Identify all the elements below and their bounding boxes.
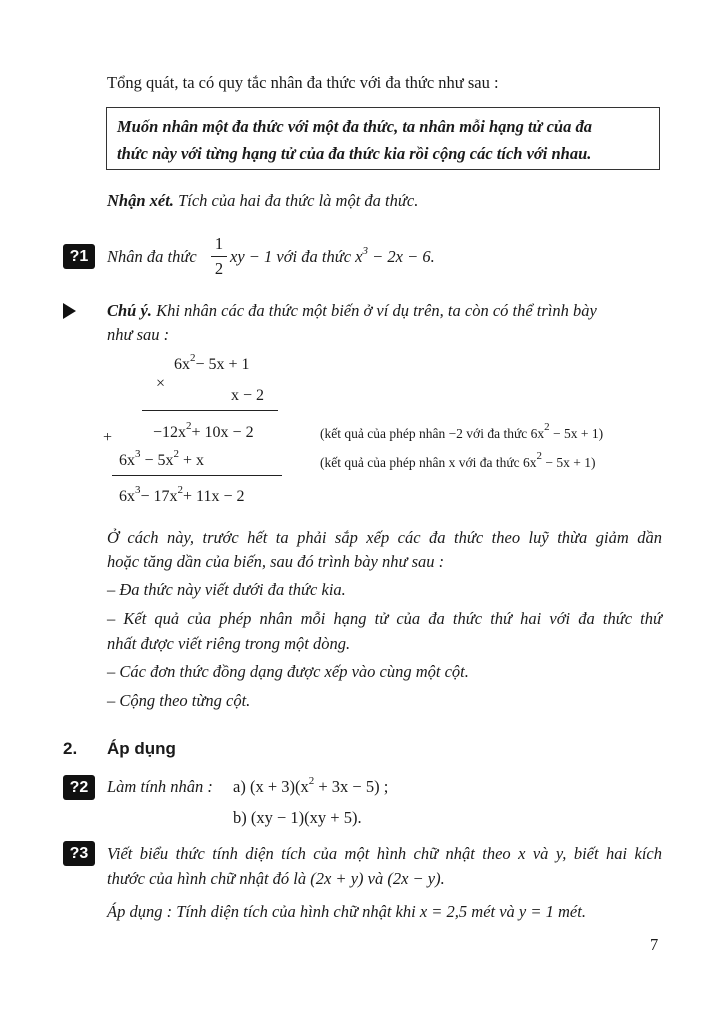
explain-line-1: Ở cách này, trước hết ta phải sắp xếp các đa thức theo luỹ thừa giảm dần — [107, 528, 662, 547]
calc-row-2: x − 2 — [231, 387, 265, 404]
calc-term: 6x — [119, 488, 135, 505]
section-number: 2. — [63, 739, 78, 758]
q2-part-b: b) (xy − 1)(xy + 5). — [233, 808, 362, 827]
remark — [107, 191, 418, 211]
calc-term: −12x — [153, 424, 187, 441]
play-arrow-icon — [63, 303, 76, 319]
calc-exp: 2 — [544, 421, 550, 433]
calc-exp: 3 — [135, 484, 141, 496]
calc-rule-1 — [142, 410, 278, 411]
calc-exp: 2 — [186, 420, 192, 432]
calc-note-text: (kết quả của phép nhân −2 với đa thức 6x — [320, 426, 545, 441]
question-badge-2: ?2 — [63, 775, 95, 800]
q3-line-3: Áp dụng : Tính diện tích của hình chữ nhật khi x = 2,5 mét và y = 1 mét. — [107, 902, 586, 921]
calc-note-text: − 5x + 1) — [549, 426, 604, 441]
calc-row-4 — [119, 448, 205, 470]
q2-a-text: + 3x − 5) ; — [314, 777, 389, 796]
calc-rule-2 — [112, 475, 282, 476]
explain-bullet-2a: – Kết quả của phép nhân mỗi hạng tử của đa thức thứ hai với đa thức thứ — [107, 609, 662, 628]
calc-note-text: (kết quả của phép nhân x với đa thức 6x — [320, 455, 537, 470]
calc-note-text: − 5x + 1) — [542, 455, 596, 470]
q2-part-a — [233, 777, 388, 797]
calc-note-1 — [320, 421, 604, 442]
remark-label: Nhận xét. — [107, 191, 174, 210]
calc-exp: 2 — [173, 448, 180, 460]
calc-row-3 — [153, 420, 254, 442]
calc-term: − 5x + 1 — [195, 356, 250, 373]
fraction-bar — [211, 256, 227, 257]
explain-bullet-1: – Đa thức này viết dưới đa thức kia. — [107, 580, 346, 599]
calc-exp: 2 — [190, 352, 196, 364]
plus-sign: + — [103, 429, 113, 446]
q3-line-2: thước của hình chữ nhật đó là (2x + y) và (2x − y). — [107, 869, 445, 888]
q3-line-1: Viết biểu thức tính diện tích của một hình chữ nhật theo x và y, biết hai kích — [107, 844, 662, 863]
calc-term: 6x — [174, 356, 190, 373]
note-line-1 — [107, 301, 597, 321]
calc-note-2 — [320, 450, 596, 471]
rule-line-1: Muốn nhân một đa thức với một đa thức, ta nhân mỗi hạng tử của đa — [117, 117, 592, 136]
intro-text: Tổng quát, ta có quy tắc nhân đa thức với đa thức như sau : — [107, 73, 499, 92]
calc-exp: 2 — [536, 450, 543, 462]
rule-line-2: thức này với từng hạng tử của đa thức kia rồi cộng các tích với nhau. — [117, 144, 592, 163]
calc-row-5 — [119, 484, 245, 506]
page-number: 7 — [650, 935, 659, 954]
calc-row-1 — [174, 352, 250, 374]
explain-bullet-2b: nhất được viết riêng trong một dòng. — [107, 634, 351, 653]
question-badge-3: ?3 — [63, 841, 95, 866]
q1-expression — [230, 247, 435, 267]
q2-label: Làm tính nhân : — [107, 777, 213, 796]
q1-prefix: Nhân đa thức — [107, 247, 197, 266]
calc-term: + 11x − 2 — [183, 488, 245, 505]
calc-term: + 10x − 2 — [191, 424, 254, 441]
q2-a-text: a) (x + 3)(x — [233, 777, 309, 796]
explain-line-2: hoặc tăng dần của biến, sau đó trình bày như sau : — [107, 552, 445, 571]
calc-term: − 5x — [144, 452, 174, 469]
explain-bullet-4: – Cộng theo từng cột. — [107, 691, 251, 710]
section-title: Áp dụng — [107, 739, 176, 758]
calc-exp: 3 — [135, 448, 141, 460]
fraction-denominator: 2 — [214, 259, 224, 278]
rule-box — [106, 107, 660, 170]
q1-exponent: 3 — [362, 245, 368, 257]
note-text: Khi nhân các đa thức một biến ở ví dụ trên, ta còn có thể trình bày — [151, 301, 597, 320]
calc-term: − 17x — [140, 488, 178, 505]
calc-term: 6x — [119, 452, 135, 469]
q1-mid: xy − 1 với đa thức x — [230, 247, 363, 266]
q2-a-exp: 2 — [308, 775, 315, 787]
fraction-numerator: 1 — [214, 234, 224, 253]
question-badge-1: ?1 — [63, 244, 95, 269]
note-label: Chú ý. — [107, 301, 152, 320]
q1-suffix: − 2x − 6. — [367, 247, 435, 266]
remark-text: Tích của hai đa thức là một đa thức. — [173, 191, 419, 210]
note-line-2: như sau : — [107, 325, 170, 344]
explain-bullet-3: – Các đơn thức đồng dạng được xếp vào cùng một cột. — [107, 662, 469, 681]
calc-term: + x — [183, 452, 205, 469]
calc-exp: 2 — [177, 484, 184, 496]
times-sign: × — [156, 375, 166, 392]
